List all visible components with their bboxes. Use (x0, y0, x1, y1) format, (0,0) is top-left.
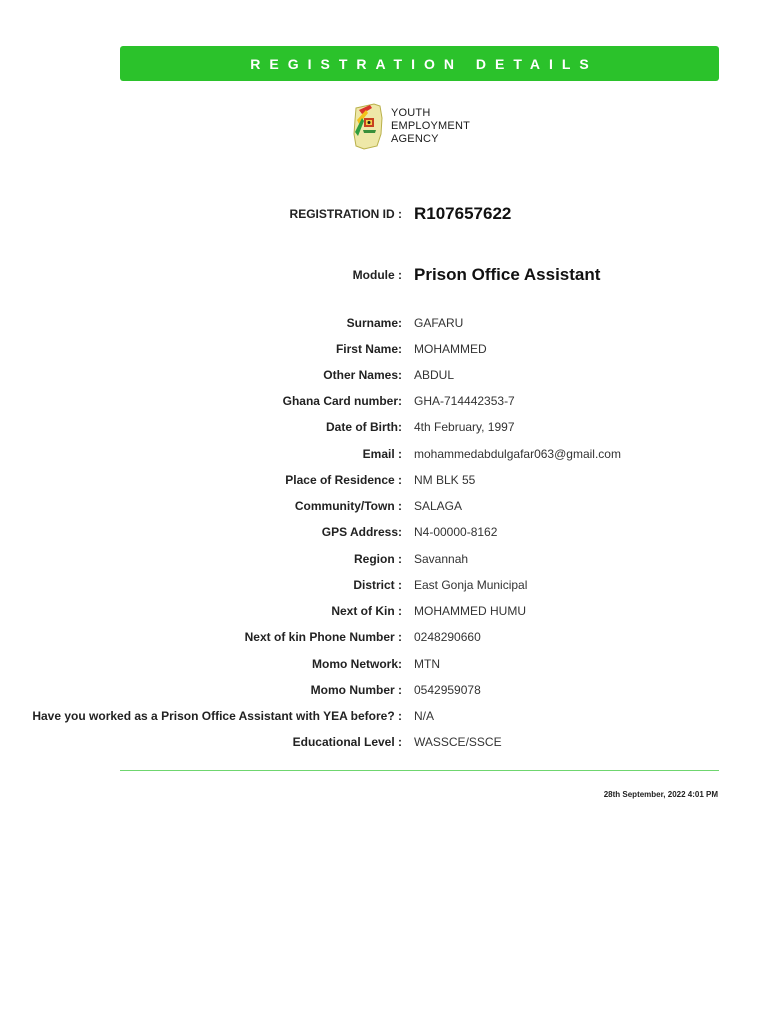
field-row-ghana-card (0, 390, 768, 412)
field-value: MOHAMMED (414, 342, 487, 356)
field-row-surname (0, 312, 768, 334)
registration-id-value: R107657622 (414, 204, 512, 223)
field-row-date-of-birth (0, 416, 768, 438)
field-label: District : (353, 578, 402, 592)
field-row-place-of-residence (0, 469, 768, 491)
field-row-gps-address (0, 521, 768, 543)
field-label: Region : (354, 552, 402, 566)
field-row-next-of-kin (0, 600, 768, 622)
logo-line-agency: AGENCY (391, 132, 439, 145)
field-row-worked-before (0, 705, 768, 727)
registration-details-banner (120, 46, 719, 81)
field-value: 4th February, 1997 (414, 420, 515, 434)
field-label: Next of Kin : (331, 604, 402, 618)
field-label: Email : (362, 447, 402, 461)
module-row (0, 264, 768, 286)
field-value: N4-00000-8162 (414, 525, 498, 539)
module-value: Prison Office Assistant (414, 265, 601, 284)
field-label: Ghana Card number: (282, 394, 402, 408)
field-value: GHA-714442353-7 (414, 394, 515, 408)
field-row-momo-number (0, 679, 768, 701)
field-value: WASSCE/SSCE (414, 735, 502, 749)
field-row-first-name (0, 338, 768, 360)
ghana-map-logo-icon (350, 100, 386, 152)
registration-id-row (0, 203, 768, 225)
field-value: 0542959078 (414, 683, 481, 697)
field-label: Place of Residence : (285, 473, 402, 487)
field-row-educational-level (0, 731, 768, 753)
field-value: Savannah (414, 552, 469, 566)
field-row-other-names (0, 364, 768, 386)
logo-wordmark (391, 107, 470, 146)
field-label: Other Names: (323, 368, 402, 382)
field-value: N/A (414, 709, 435, 723)
logo-line-employment: EMPLOYMENT (391, 119, 471, 132)
footer-divider (120, 770, 719, 771)
field-label: Educational Level : (292, 735, 402, 749)
field-value: ABDUL (414, 368, 455, 382)
field-row-region (0, 548, 768, 570)
field-row-community-town (0, 495, 768, 517)
field-value: NM BLK 55 (414, 473, 476, 487)
field-label: GPS Address: (321, 525, 402, 539)
field-value: SALAGA (414, 499, 463, 513)
field-value: 0248290660 (414, 630, 481, 644)
page-title: REGISTRATION DETAILS (250, 55, 598, 72)
field-value: East Gonja Municipal (414, 578, 528, 592)
field-label: Date of Birth: (326, 420, 402, 434)
field-value: MOHAMMED HUMU (414, 604, 526, 618)
field-value: GAFARU (414, 316, 464, 330)
field-label: Momo Network: (312, 657, 402, 671)
field-value: MTN (414, 657, 440, 671)
field-label: Momo Number : (310, 683, 402, 697)
field-row-email (0, 443, 768, 465)
yea-logo (350, 100, 480, 152)
registration-id-label: REGISTRATION ID : (289, 207, 402, 221)
logo-line-youth: YOUTH (391, 106, 431, 119)
module-label: Module : (352, 268, 402, 282)
field-row-momo-network (0, 653, 768, 675)
field-label: Next of kin Phone Number : (244, 630, 402, 644)
field-label: Have you worked as a Prison Office Assistant with YEA before? : (32, 709, 402, 723)
field-label: Surname: (346, 316, 402, 330)
field-label: First Name: (335, 342, 402, 356)
field-label: Community/Town : (294, 499, 402, 513)
field-value: mohammedabdulgafar063@gmail.com (414, 447, 621, 461)
field-row-district (0, 574, 768, 596)
field-row-next-of-kin-phone (0, 626, 768, 648)
generated-timestamp: 28th September, 2022 4:01 PM (603, 790, 718, 799)
